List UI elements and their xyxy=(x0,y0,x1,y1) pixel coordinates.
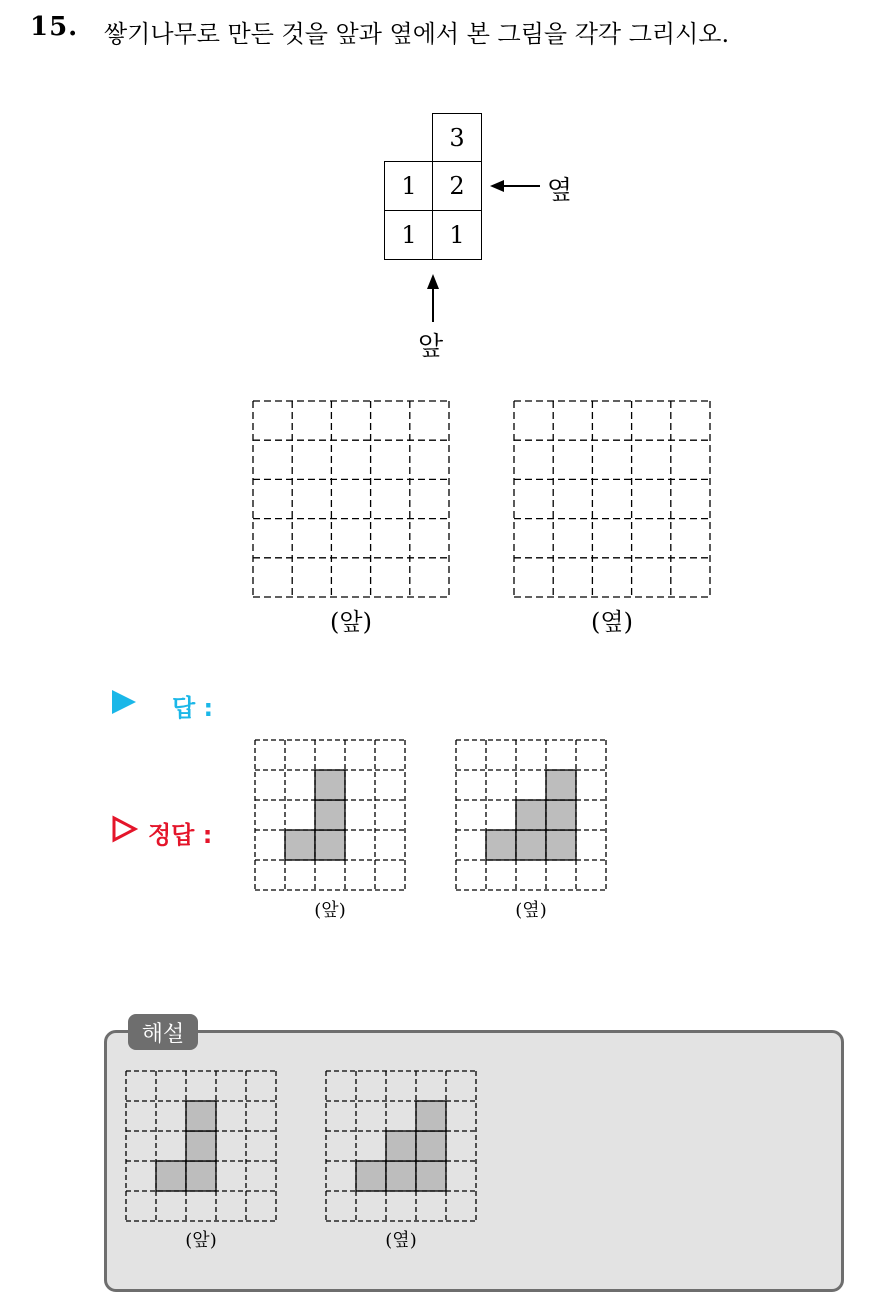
blank-side-grid[interactable] xyxy=(514,401,710,597)
explanation-side-grid xyxy=(326,1071,476,1221)
cell-mid-right: 2 xyxy=(432,161,482,211)
filled-cell xyxy=(516,830,546,860)
side-direction-label: 옆 xyxy=(547,176,573,206)
blank-front-grid[interactable] xyxy=(253,401,449,597)
answer-side-caption: (옆) xyxy=(515,900,547,921)
answer-front-caption: (앞) xyxy=(314,900,346,921)
filled-cell xyxy=(416,1131,446,1161)
filled-cell xyxy=(416,1101,446,1131)
filled-cell xyxy=(186,1131,216,1161)
answer-side-grid xyxy=(456,740,606,890)
correct-answer-label: 정답 : xyxy=(148,821,213,849)
cell-top-right: 3 xyxy=(432,113,482,162)
explanation-tab: 해설 xyxy=(128,1014,198,1050)
filled-cell xyxy=(386,1161,416,1191)
filled-cell xyxy=(516,800,546,830)
filled-cell xyxy=(386,1131,416,1161)
filled-cell xyxy=(546,770,576,800)
filled-cell xyxy=(315,770,345,800)
filled-cell xyxy=(356,1161,386,1191)
filled-cell xyxy=(285,830,315,860)
filled-cell xyxy=(416,1161,446,1191)
cell-bot-right: 1 xyxy=(432,210,482,260)
explanation-front-grid xyxy=(126,1071,276,1221)
cell-bot-left: 1 xyxy=(384,210,434,260)
filled-cell xyxy=(546,830,576,860)
question-number: 15. xyxy=(30,12,79,42)
question-text: 쌓기나무로 만든 것을 앞과 옆에서 본 그림을 각각 그리시오. xyxy=(104,20,730,48)
answer-label: 답 : xyxy=(172,694,214,722)
filled-cell xyxy=(186,1101,216,1131)
explanation-front-caption: (앞) xyxy=(185,1230,217,1251)
correct-marker-icon xyxy=(112,816,138,842)
blank-front-caption: (앞) xyxy=(330,608,372,636)
filled-cell xyxy=(186,1161,216,1191)
filled-cell xyxy=(315,800,345,830)
cell-mid-left: 1 xyxy=(384,161,434,211)
answer-marker-icon xyxy=(112,690,138,716)
filled-cell xyxy=(156,1161,186,1191)
explanation-side-caption: (옆) xyxy=(385,1230,417,1251)
filled-cell xyxy=(546,800,576,830)
front-direction-label: 앞 xyxy=(418,332,444,362)
answer-front-grid xyxy=(255,740,405,890)
filled-cell xyxy=(486,830,516,860)
blank-side-caption: (옆) xyxy=(591,608,633,636)
filled-cell xyxy=(315,830,345,860)
